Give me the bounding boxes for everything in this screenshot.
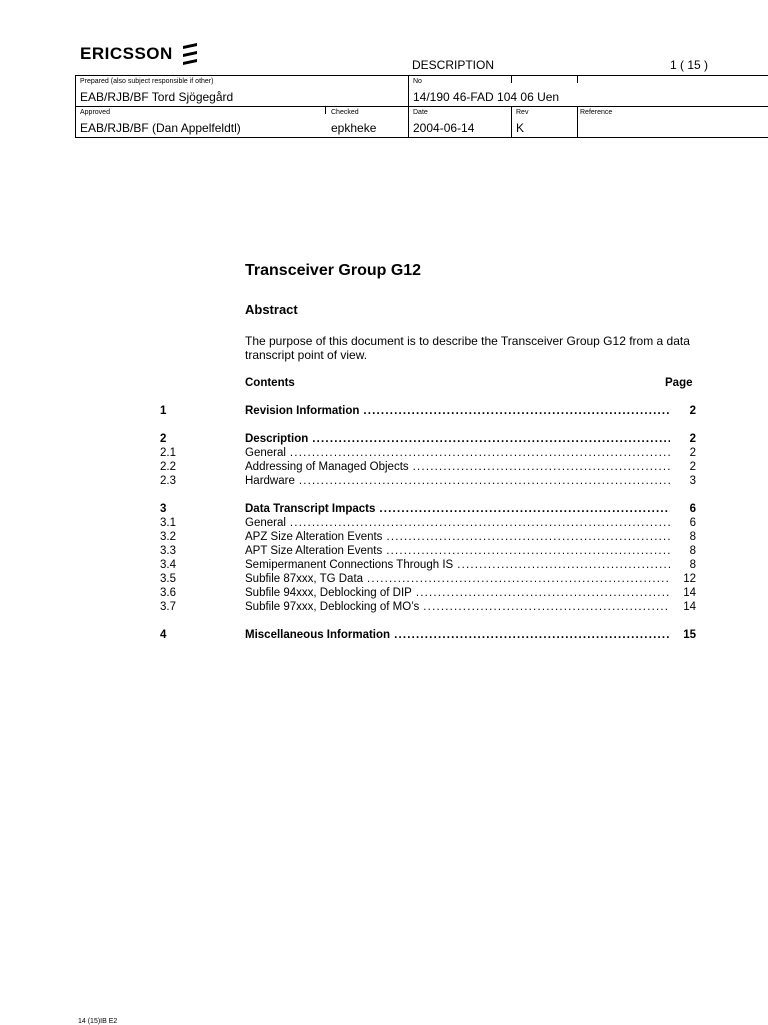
toc-leader-dots xyxy=(290,516,670,530)
toc-entry-number: 3.4 xyxy=(160,559,176,571)
toc-leader-dots xyxy=(290,446,670,460)
toc-entry-number: 1 xyxy=(160,405,167,417)
toc-leader-dots xyxy=(312,432,670,446)
toc-entry-title: APT Size Alteration Events xyxy=(245,545,383,557)
toc-entry-page: 2 xyxy=(689,447,696,459)
contents-label: Contents xyxy=(245,377,295,389)
no-label: No xyxy=(413,78,422,85)
header-rule-top xyxy=(75,75,768,76)
toc-entry-number: 2.3 xyxy=(160,475,176,487)
toc-entry-title: Data Transcript Impacts xyxy=(245,503,376,515)
header-tick xyxy=(511,75,512,83)
ericsson-logo-icon xyxy=(180,42,200,66)
checked-label: Checked xyxy=(331,109,359,116)
toc-entry-page: 8 xyxy=(689,531,696,543)
toc-entry-title: Subfile 97xxx, Deblocking of MO’s xyxy=(245,601,420,613)
toc-entry-title: General xyxy=(245,517,286,529)
toc-entry-page: 15 xyxy=(683,629,696,641)
footer-text: 14 (15)IB E2 xyxy=(78,1018,118,1025)
toc-entry-number: 3 xyxy=(160,503,167,515)
header-tick xyxy=(325,106,326,114)
toc-entry-page: 6 xyxy=(689,503,696,515)
rev-label: Rev xyxy=(516,109,529,116)
toc-entry[interactable] xyxy=(160,530,696,544)
toc-entry-page: 14 xyxy=(683,601,696,613)
toc-entry[interactable] xyxy=(160,446,696,460)
toc-entry-number: 3.3 xyxy=(160,545,176,557)
header-tick xyxy=(577,75,578,83)
toc-entry-number: 3.5 xyxy=(160,573,176,585)
toc-leader-dots xyxy=(386,530,670,544)
toc-entry-number: 4 xyxy=(160,629,167,641)
toc-leader-dots xyxy=(379,502,670,516)
toc-entry[interactable] xyxy=(160,628,696,642)
toc-entry-page: 3 xyxy=(689,475,696,487)
document-title: Transceiver Group G12 xyxy=(245,262,422,279)
document-number: 14/190 46-FAD 104 06 Uen xyxy=(413,90,560,104)
toc-leader-dots xyxy=(367,572,670,586)
toc-entry-page: 2 xyxy=(689,433,696,445)
header-divider-rev xyxy=(511,106,512,137)
header-rule-bottom xyxy=(75,137,768,138)
toc-entry-page: 12 xyxy=(683,573,696,585)
toc-entry-number: 2.2 xyxy=(160,461,176,473)
toc-entry-page: 6 xyxy=(689,517,696,529)
toc-entry[interactable] xyxy=(160,502,696,516)
toc-entry-title: Addressing of Managed Objects xyxy=(245,461,409,473)
toc-leader-dots xyxy=(386,544,670,558)
toc-entry[interactable] xyxy=(160,460,696,474)
toc-entry[interactable] xyxy=(160,572,696,586)
toc-entry-page: 2 xyxy=(689,405,696,417)
toc-entry-number: 3.2 xyxy=(160,531,176,543)
page-column-label: Page xyxy=(665,377,693,389)
date-value: 2004-06-14 xyxy=(413,121,475,135)
header-border-left xyxy=(75,75,76,138)
toc-entry[interactable] xyxy=(160,600,696,614)
approved-value: EAB/RJB/BF (Dan Appelfeldtl) xyxy=(80,121,241,135)
toc-entry[interactable] xyxy=(160,544,696,558)
prepared-label: Prepared (also subject responsible if other) xyxy=(80,78,214,85)
toc-entry-title: General xyxy=(245,447,286,459)
toc-entry-title: Revision Information xyxy=(245,405,360,417)
table-of-contents xyxy=(160,404,696,642)
header-rule-mid xyxy=(75,106,768,107)
toc-leader-dots xyxy=(363,404,670,418)
toc-entry-title: Hardware xyxy=(245,475,295,487)
toc-entry[interactable] xyxy=(160,404,696,418)
toc-entry-title: Subfile 87xxx, TG Data xyxy=(245,573,364,585)
toc-entry[interactable] xyxy=(160,586,696,600)
toc-entry-title: Semipermanent Connections Through IS xyxy=(245,559,454,571)
toc-entry[interactable] xyxy=(160,558,696,572)
toc-entry-number: 3.1 xyxy=(160,517,176,529)
header-divider-ref xyxy=(577,106,578,137)
document-type: DESCRIPTION xyxy=(412,58,495,72)
company-logo-text: ERICSSON xyxy=(80,44,173,63)
page-indicator: 1 ( 15 ) xyxy=(670,58,709,72)
toc-leader-dots xyxy=(394,628,670,642)
toc-entry[interactable] xyxy=(160,474,696,488)
toc-entry-page: 14 xyxy=(683,587,696,599)
toc-leader-dots xyxy=(423,600,670,614)
toc-entry[interactable] xyxy=(160,516,696,530)
header-divider-center xyxy=(408,75,409,138)
toc-leader-dots xyxy=(299,474,670,488)
date-label: Date xyxy=(413,109,428,116)
toc-leader-dots xyxy=(413,460,670,474)
abstract-heading: Abstract xyxy=(245,302,298,317)
approved-label: Approved xyxy=(80,109,110,116)
abstract-text: The purpose of this document is to describe the Transceiver Group G12 from a data transcript point of view. xyxy=(245,334,690,362)
toc-entry-page: 2 xyxy=(689,461,696,473)
toc-entry-title: Subfile 94xxx, Deblocking of DIP xyxy=(245,587,412,599)
toc-leader-dots xyxy=(457,558,670,572)
toc-leader-dots xyxy=(416,586,670,600)
toc-entry-number: 3.7 xyxy=(160,601,176,613)
reference-label: Reference xyxy=(580,109,613,116)
toc-entry-number: 2 xyxy=(160,433,167,445)
toc-entry-title: Miscellaneous Information xyxy=(245,629,391,641)
rev-value: K xyxy=(516,121,525,135)
toc-entry-title: APZ Size Alteration Events xyxy=(245,531,383,543)
toc-entry-page: 8 xyxy=(689,559,696,571)
toc-entry-page: 8 xyxy=(689,545,696,557)
toc-entry-number: 3.6 xyxy=(160,587,176,599)
toc-entry-number: 2.1 xyxy=(160,447,176,459)
toc-entry[interactable] xyxy=(160,432,696,446)
toc-entry-title: Description xyxy=(245,433,309,445)
checked-value: epkheke xyxy=(331,121,377,135)
prepared-value: EAB/RJB/BF Tord Sjögegård xyxy=(80,90,234,104)
